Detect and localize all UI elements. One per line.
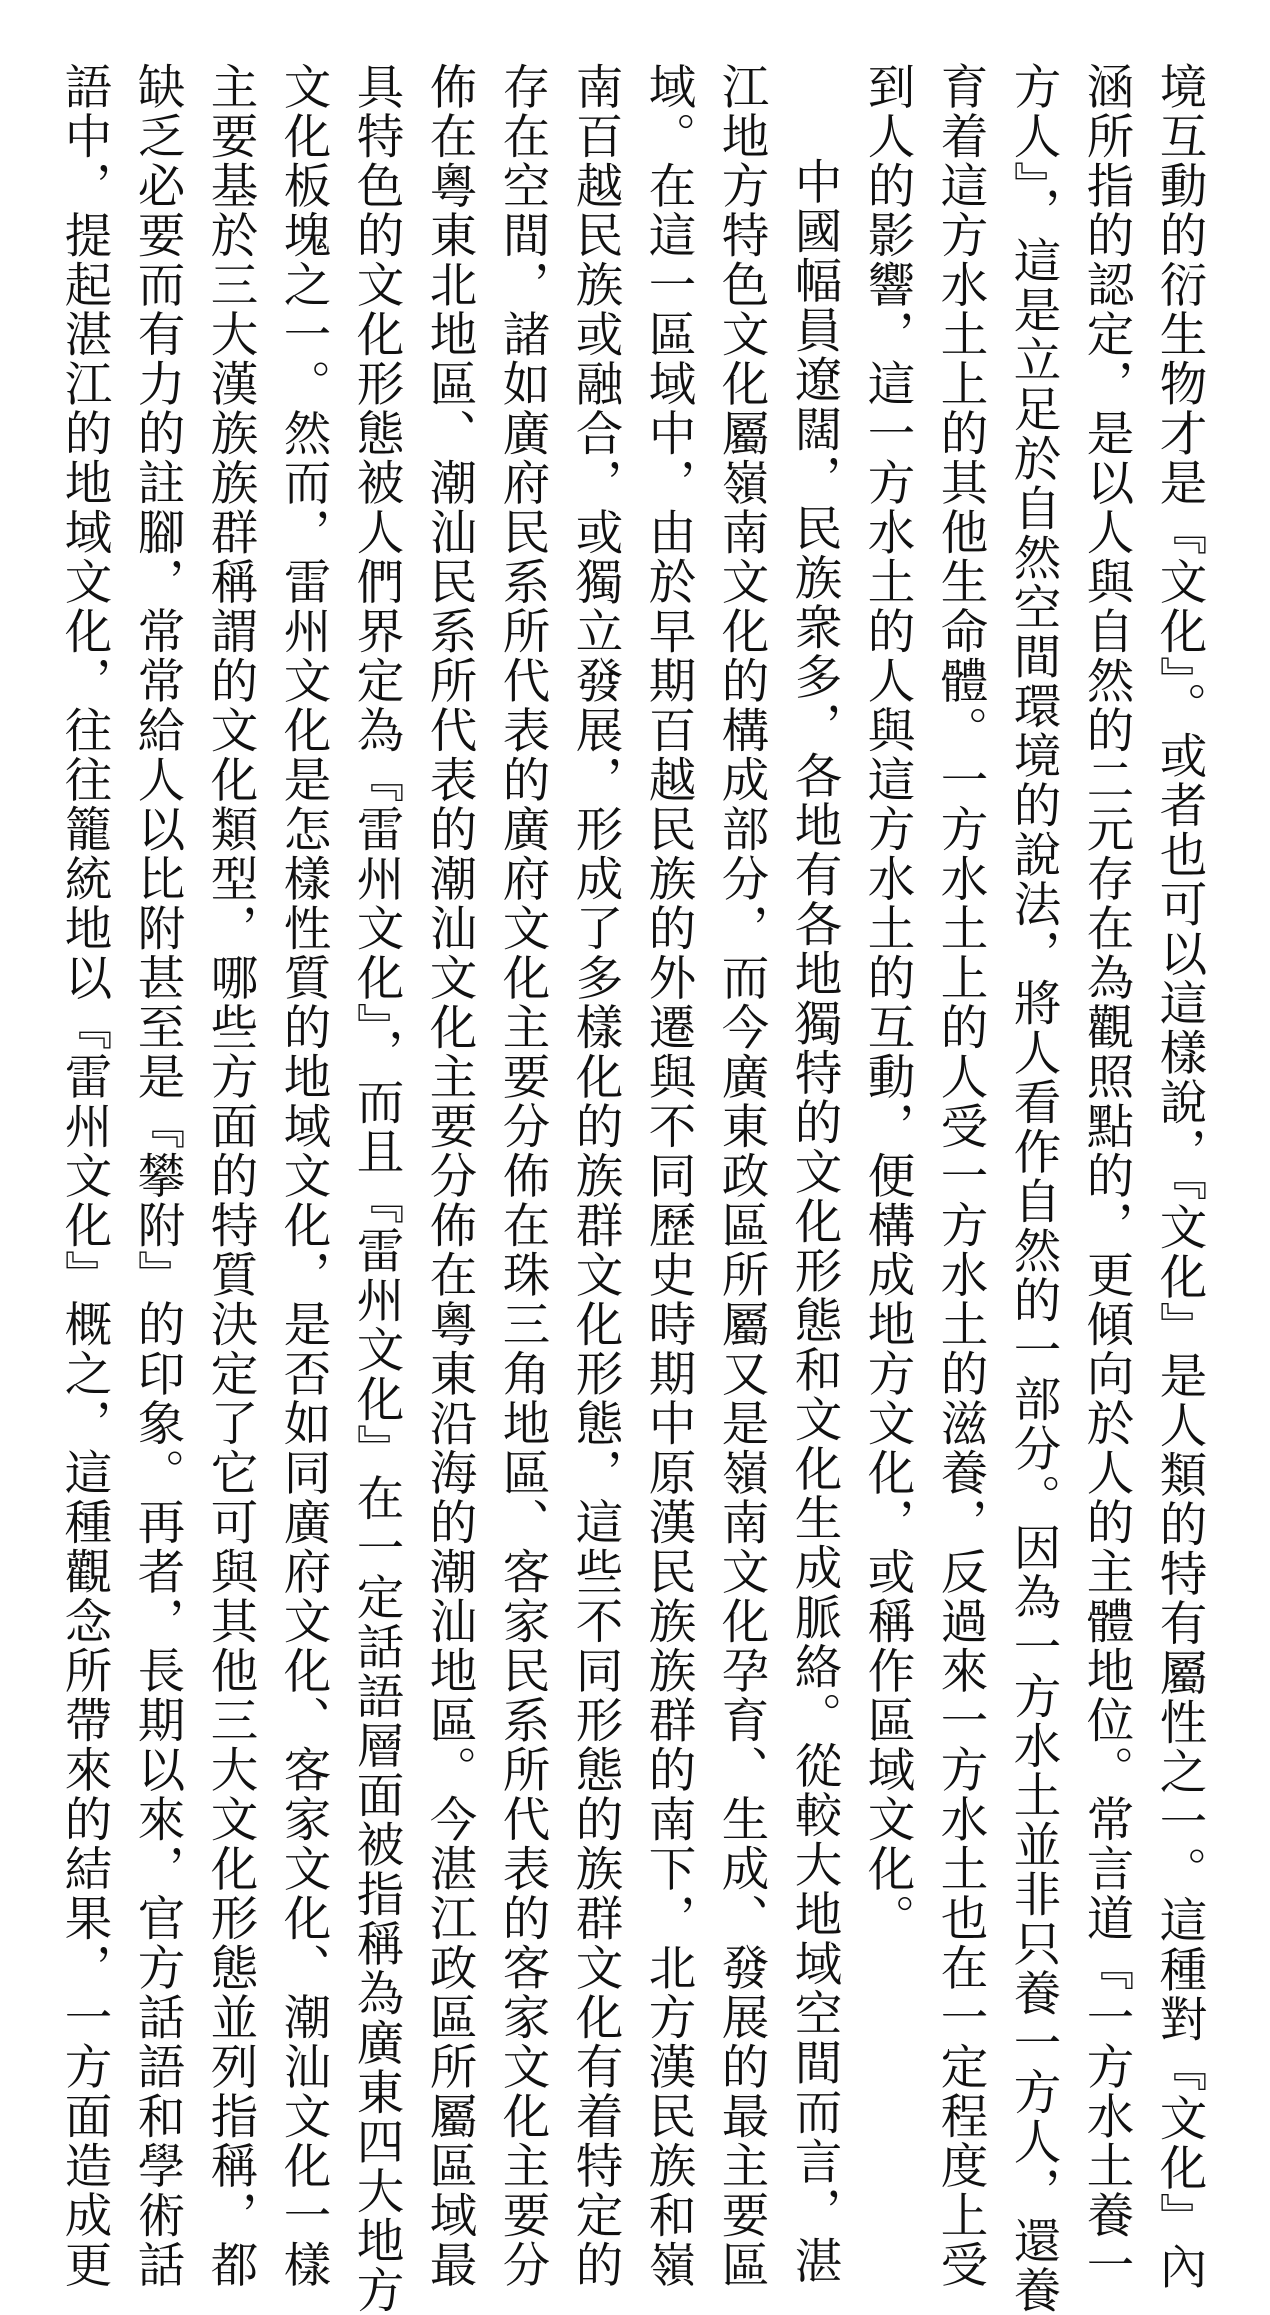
paragraph-1 (850, 62, 1215, 2315)
text-column: 域。在這一區域中，由於早期百越民族的外遷與不同歷史時期中原漢民族族群的南下，北方漢民族和嶺 (640, 62, 695, 2290)
text-column: 育着這方水土上的其他生命體。一方水土上的人受一方水土的滋養，反過來一方水土也在一定程度上受 (932, 62, 987, 2290)
vertical-text-body (47, 62, 1215, 2315)
text-column: 文化板塊之一。然而，雷州文化是怎樣性質的地域文化，是否如同廣府文化、客家文化、潮汕文化一樣 (275, 62, 330, 2290)
text-column-content: 中國幅員遼闊，民族衆多，各地有各地獨特的文化形態和文化生成脈絡。從較大地域空間而言，湛 (786, 157, 841, 2286)
text-column: 佈在粵東北地區、潮汕民系所代表的潮汕文化主要分佈在粵東沿海的潮汕地區。今湛江政區所屬區域最 (421, 62, 476, 2290)
text-column: 南百越民族或融合，或獨立發展，形成了多樣化的族群文化形態，這些不同形態的族群文化有着特定的 (567, 62, 622, 2290)
text-column: 境互動的衍生物才是『文化』。或者也可以這樣說，『文化』是人類的特有屬性之一。這種對『文化』內 (1151, 62, 1206, 2292)
text-column: 涵所指的認定，是以人與自然的二元存在為觀照點的，更傾向於人的主體地位。常言道『一方水土養一 (1078, 62, 1133, 2290)
text-column: 主要基於三大漢族族群稱謂的文化類型，哪些方面的特質決定了它可與其他三大文化形態並列指稱，都 (202, 62, 257, 2290)
text-column: 方人』，這是立足於自然空間環境的說法，將人看作自然的一部分。因為一方水土並非只養一方人，還養 (1005, 62, 1060, 2315)
text-column: 具特色的文化形態被人們界定為『雷州文化』，而且『雷州文化』在一定話語層面被指稱為廣東四大地方 (348, 62, 403, 2315)
text-column: 語中，提起湛江的地域文化，往往籠統地以『雷州文化』概之，這種觀念所帶來的結果，一方面造成更 (56, 62, 111, 2290)
paragraph-2 (47, 62, 850, 2315)
text-column-indented (777, 62, 850, 2286)
text-column: 存在空間，諸如廣府民系所代表的廣府文化主要分佈在珠三角地區、客家民系所代表的客家文化主要分 (494, 62, 549, 2290)
text-column: 江地方特色文化屬嶺南文化的構成部分，而今廣東政區所屬又是嶺南文化孕育、生成、發展的最主要區 (713, 62, 768, 2290)
text-column: 缺乏必要而有力的註腳，常常給人以比附甚至是『攀附』的印象。再者，長期以來，官方話語和學術話 (129, 62, 184, 2290)
text-column: 到人的影響，這一方水土的人與這方水土的互動，便構成地方文化，或稱作區域文化。 (859, 62, 914, 1943)
